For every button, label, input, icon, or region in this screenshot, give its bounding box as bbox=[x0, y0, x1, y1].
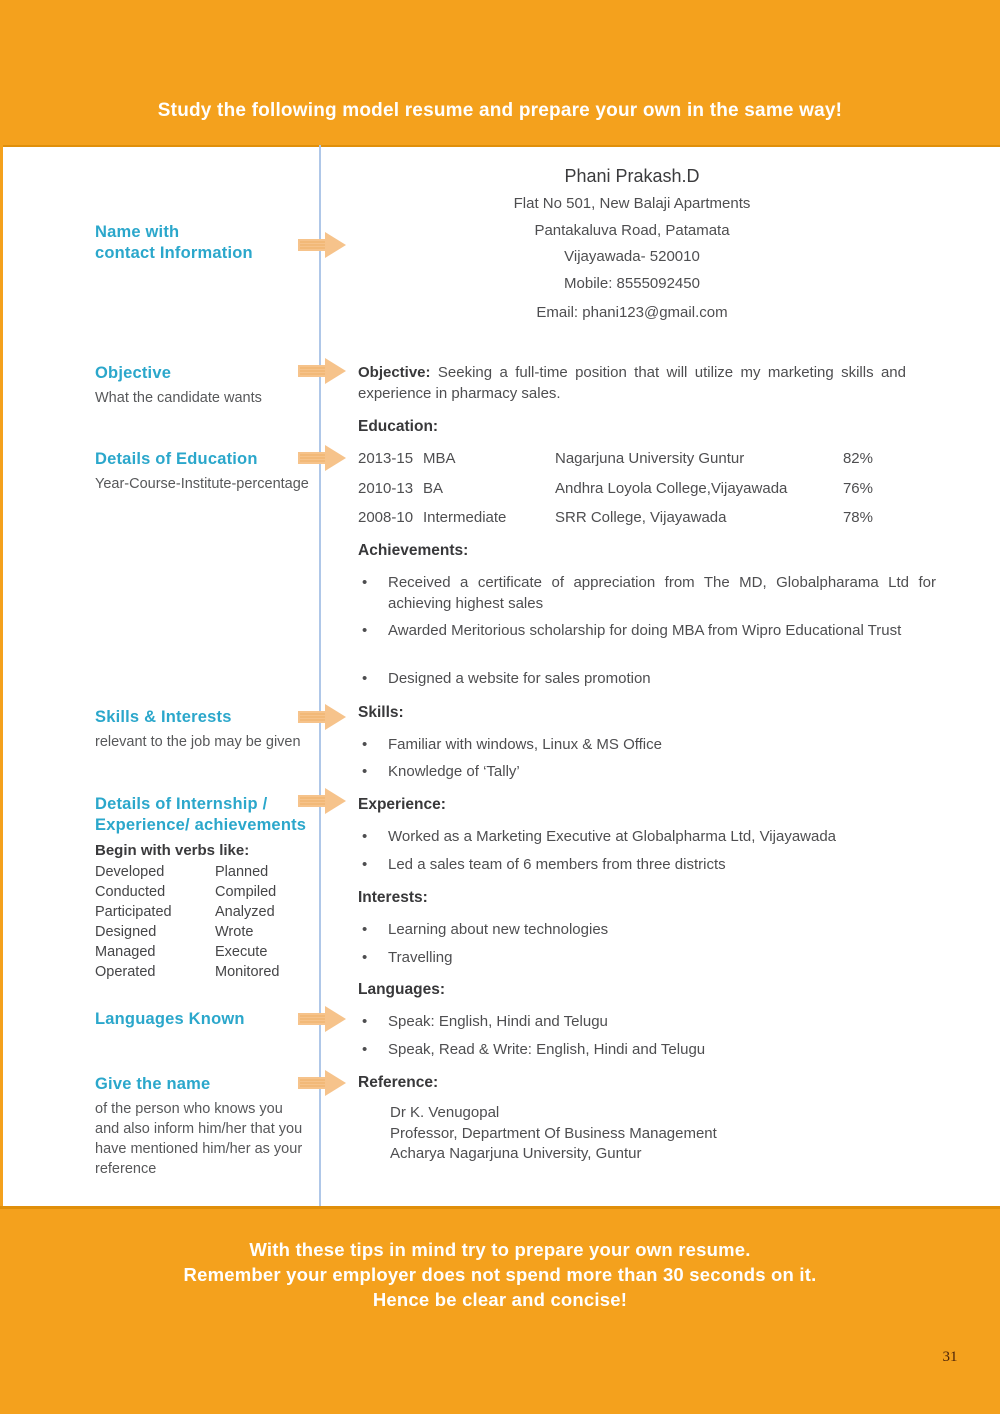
reference-details bbox=[358, 1103, 938, 1165]
footer-tip-text bbox=[0, 1237, 1000, 1312]
annotation-subtitle-line: and also inform him/her that you bbox=[95, 1121, 303, 1137]
annotation-name-contact bbox=[95, 222, 310, 264]
footer-tip-line: With these tips in mind try to prepare your own resume. bbox=[249, 1239, 751, 1260]
bullet-icon: • bbox=[362, 828, 368, 845]
bullet-icon: • bbox=[362, 1041, 368, 1058]
edu-course: MBA bbox=[423, 450, 456, 467]
language-text: Speak, Read & Write: English, Hindi and Telugu bbox=[388, 1041, 706, 1058]
annotation-internship bbox=[95, 794, 310, 982]
verb: Participated bbox=[95, 904, 172, 920]
page-edge-strip bbox=[0, 145, 3, 1206]
interest-text: Learning about new technologies bbox=[388, 921, 609, 938]
contact-line: Mobile: 8555092450 bbox=[564, 275, 700, 292]
edu-institute: Nagarjuna University Guntur bbox=[555, 450, 745, 467]
skill-item bbox=[358, 761, 936, 782]
annotation-skills bbox=[95, 707, 325, 752]
edu-course: Intermediate bbox=[423, 509, 507, 526]
edu-percent: 82% bbox=[842, 450, 873, 467]
achievement-item bbox=[358, 668, 936, 689]
banner-title: Study the following model resume and prepare your own in the same way! bbox=[157, 100, 843, 121]
edu-percent: 76% bbox=[842, 480, 873, 497]
bullet-icon: • bbox=[362, 856, 368, 873]
annotation-reference bbox=[95, 1074, 325, 1179]
annotation-title-line: contact Information bbox=[95, 244, 253, 262]
annotation-title: Languages Known bbox=[95, 1010, 245, 1028]
verb: Operated bbox=[95, 964, 156, 980]
verb: Managed bbox=[95, 944, 156, 960]
edu-year: 2008-10 bbox=[358, 509, 414, 526]
achievement-item bbox=[358, 572, 936, 614]
bullet-icon: • bbox=[362, 949, 368, 966]
languages-heading: Languages: bbox=[358, 981, 445, 998]
education-row bbox=[358, 478, 939, 499]
annotation-objective bbox=[95, 363, 310, 408]
annotation-subtitle-line: of the person who knows you bbox=[95, 1101, 283, 1117]
verbs-list bbox=[95, 862, 310, 982]
verb: Wrote bbox=[215, 924, 254, 940]
reference-line: Dr K. Venugopal bbox=[390, 1104, 500, 1121]
candidate-name: Phani Prakash.D bbox=[564, 166, 700, 186]
objective-label: Objective: bbox=[358, 364, 431, 381]
annotation-title: Give the name bbox=[95, 1075, 211, 1093]
annotation-title: Skills & Interests bbox=[95, 708, 232, 726]
footer-tip-line: Hence be clear and concise! bbox=[372, 1289, 628, 1310]
annotation-title bbox=[95, 794, 310, 836]
objective-paragraph bbox=[358, 362, 906, 404]
reference-heading: Reference: bbox=[358, 1074, 439, 1091]
verb: Designed bbox=[95, 924, 157, 940]
language-text: Speak: English, Hindi and Telugu bbox=[388, 1013, 608, 1030]
bullet-icon: • bbox=[362, 763, 368, 780]
skill-text: Knowledge of ‘Tally’ bbox=[388, 763, 520, 780]
verb: Conducted bbox=[95, 884, 166, 900]
bullet-icon: • bbox=[362, 622, 368, 639]
bullet-icon: • bbox=[362, 574, 368, 591]
annotation-subtitle bbox=[95, 1099, 325, 1179]
achievement-text: Designed a website for sales promotion bbox=[388, 670, 651, 687]
verb: Analyzed bbox=[215, 904, 275, 920]
edu-year: 2013-15 bbox=[358, 450, 414, 467]
page-number: 31 bbox=[942, 1349, 958, 1365]
achievement-text: Received a certificate of appreciation from The MD, Globalpharama Ltd for achieving highest sales bbox=[388, 574, 936, 612]
bullet-icon: • bbox=[362, 736, 368, 753]
annotation-subtitle-line: reference bbox=[95, 1161, 157, 1177]
annotation-subtitle-line: have mentioned him/her as your bbox=[95, 1141, 303, 1157]
annotation-title: Details of Education bbox=[95, 450, 258, 468]
edu-percent: 78% bbox=[842, 509, 873, 526]
annotation-languages bbox=[95, 1009, 310, 1030]
annotation-education bbox=[95, 449, 325, 494]
verb: Compiled bbox=[215, 884, 277, 900]
top-banner bbox=[0, 0, 1000, 147]
footer-tip-line: Remember your employer does not spend more than 30 seconds on it. bbox=[183, 1264, 817, 1285]
edu-institute: Andhra Loyola College,Vijayawada bbox=[555, 480, 788, 497]
bullet-icon: • bbox=[362, 1013, 368, 1030]
verb: Execute bbox=[215, 944, 268, 960]
edu-institute: SRR College, Vijayawada bbox=[555, 509, 727, 526]
education-row bbox=[358, 507, 939, 528]
reference-line: Professor, Department Of Business Management bbox=[390, 1124, 717, 1142]
interest-text: Travelling bbox=[388, 949, 453, 966]
language-item bbox=[358, 1011, 936, 1032]
achievements-heading: Achievements: bbox=[358, 542, 469, 559]
experience-text: Worked as a Marketing Executive at Globalpharma Ltd, Vijayawada bbox=[388, 828, 837, 845]
contact-line: Pantakaluva Road, Patamata bbox=[534, 222, 730, 239]
interest-item bbox=[358, 919, 936, 940]
objective-text: Seeking a full-time position that will utilize my marketing skills and experience in pharmacy sales. bbox=[358, 364, 906, 402]
interests-heading: Interests: bbox=[358, 889, 428, 906]
skill-item bbox=[358, 734, 936, 755]
education-row bbox=[358, 448, 939, 469]
annotation-title: Objective bbox=[95, 364, 172, 382]
experience-text: Led a sales team of 6 members from three districts bbox=[388, 856, 726, 873]
annotation-title-line: Experience/ achievements bbox=[95, 816, 307, 834]
annotation-subtitle: relevant to the job may be given bbox=[95, 734, 301, 750]
skill-text: Familiar with windows, Linux & MS Office bbox=[388, 736, 662, 753]
bottom-banner bbox=[0, 1206, 1000, 1414]
annotation-subtitle: What the candidate wants bbox=[95, 390, 262, 406]
divider-line bbox=[319, 145, 321, 1206]
annotation-title-line: Name with bbox=[95, 223, 180, 241]
verb: Developed bbox=[95, 864, 165, 880]
experience-item bbox=[358, 854, 936, 875]
verb: Planned bbox=[215, 864, 269, 880]
contact-line: Flat No 501, New Balaji Apartments bbox=[513, 195, 751, 212]
experience-heading: Experience: bbox=[358, 796, 446, 813]
verb: Monitored bbox=[215, 964, 280, 980]
annotation-title bbox=[95, 222, 310, 264]
edu-year: 2010-13 bbox=[358, 480, 414, 497]
language-item bbox=[358, 1039, 936, 1060]
contact-email: Email: phani123@gmail.com bbox=[536, 304, 728, 321]
annotation-title-line: Details of Internship / bbox=[95, 795, 268, 813]
reference-line: Acharya Nagarjuna University, Guntur bbox=[390, 1145, 642, 1162]
interest-item bbox=[358, 947, 936, 968]
verbs-heading: Begin with verbs like: bbox=[95, 842, 250, 859]
annotation-subtitle: Year-Course-Institute-percentage bbox=[95, 476, 309, 492]
edu-course: BA bbox=[423, 480, 444, 497]
contact-line: Vijayawada- 520010 bbox=[564, 248, 700, 265]
bullet-icon: • bbox=[362, 670, 368, 687]
experience-item bbox=[358, 826, 936, 847]
achievement-text: Awarded Meritorious scholarship for doing MBA from Wipro Educational Trust bbox=[388, 622, 902, 639]
education-heading: Education: bbox=[358, 418, 439, 435]
achievement-item bbox=[358, 620, 936, 641]
skills-heading: Skills: bbox=[358, 704, 404, 721]
bullet-icon: • bbox=[362, 921, 368, 938]
